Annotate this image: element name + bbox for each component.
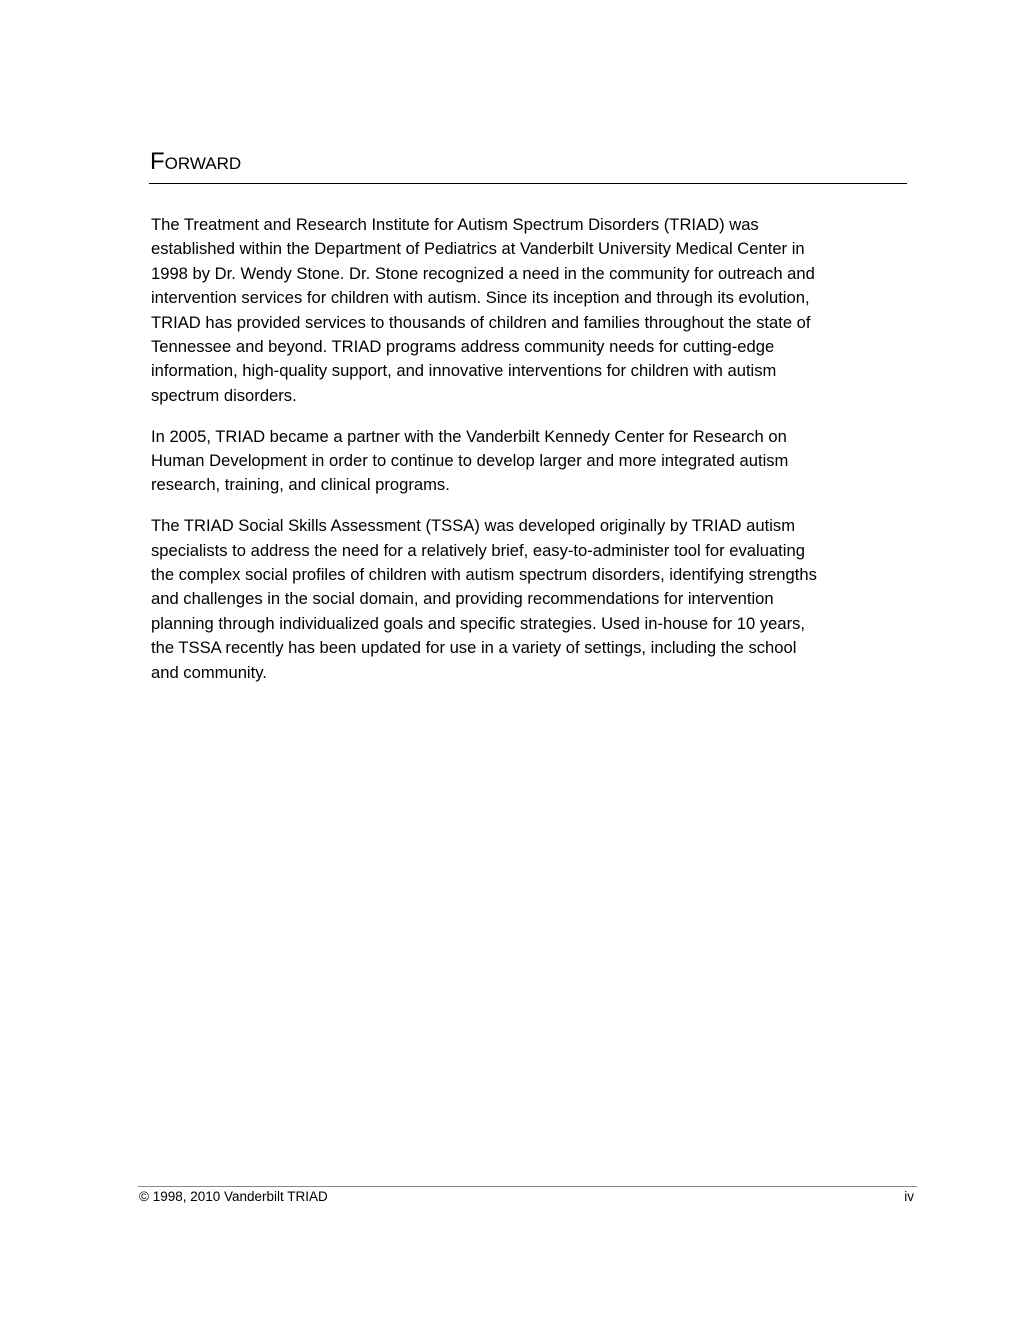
paragraph-partnership: In 2005, TRIAD became a partner with the Vanderbilt Kennedy Center for Research on Human Development in order to continue to develop larger and more integrated autism research, training, and clinical programs. [151, 426, 789, 495]
body-text [151, 213, 911, 701]
heading-divider [149, 183, 907, 184]
paragraph-tssa: The TRIAD Social Skills Assessment (TSSA) was developed originally by TRIAD autism specialists to address the need for a relatively brief, easy-to-administer tool for evaluating the complex social profiles of children with autism spectrum disorders, identifying strengths and challenges in the social domain, and providing recommendations for intervention planning through individualized goals and specific strategies. Used in-house for 10 years, the TSSA recently has been updated for use in a variety of settings, including the school and community. [151, 516, 817, 682]
footer-divider [138, 1186, 917, 1187]
footer-page-number: iv [904, 1189, 914, 1204]
section-heading [149, 146, 907, 184]
paragraph-history: The Treatment and Research Institute for Autism Spectrum Disorders (TRIAD) was established within the Department of Pediatrics at Vanderbilt University Medical Center in 1998 by Dr. Wendy Stone. Dr. Stone recognized a need in the community for outreach and intervention services for children with autism. Since its inception and through its evolution, TRIAD has provided services to thousands of children and families throughout the state of Tennessee and beyond. TRIAD programs address community needs for cutting-edge information, high-quality support, and innovative interventions for children with autism spectrum disorders. [151, 215, 815, 405]
page-title: Forward [150, 148, 242, 175]
footer-copyright: © 1998, 2010 Vanderbilt TRIAD [139, 1189, 328, 1204]
